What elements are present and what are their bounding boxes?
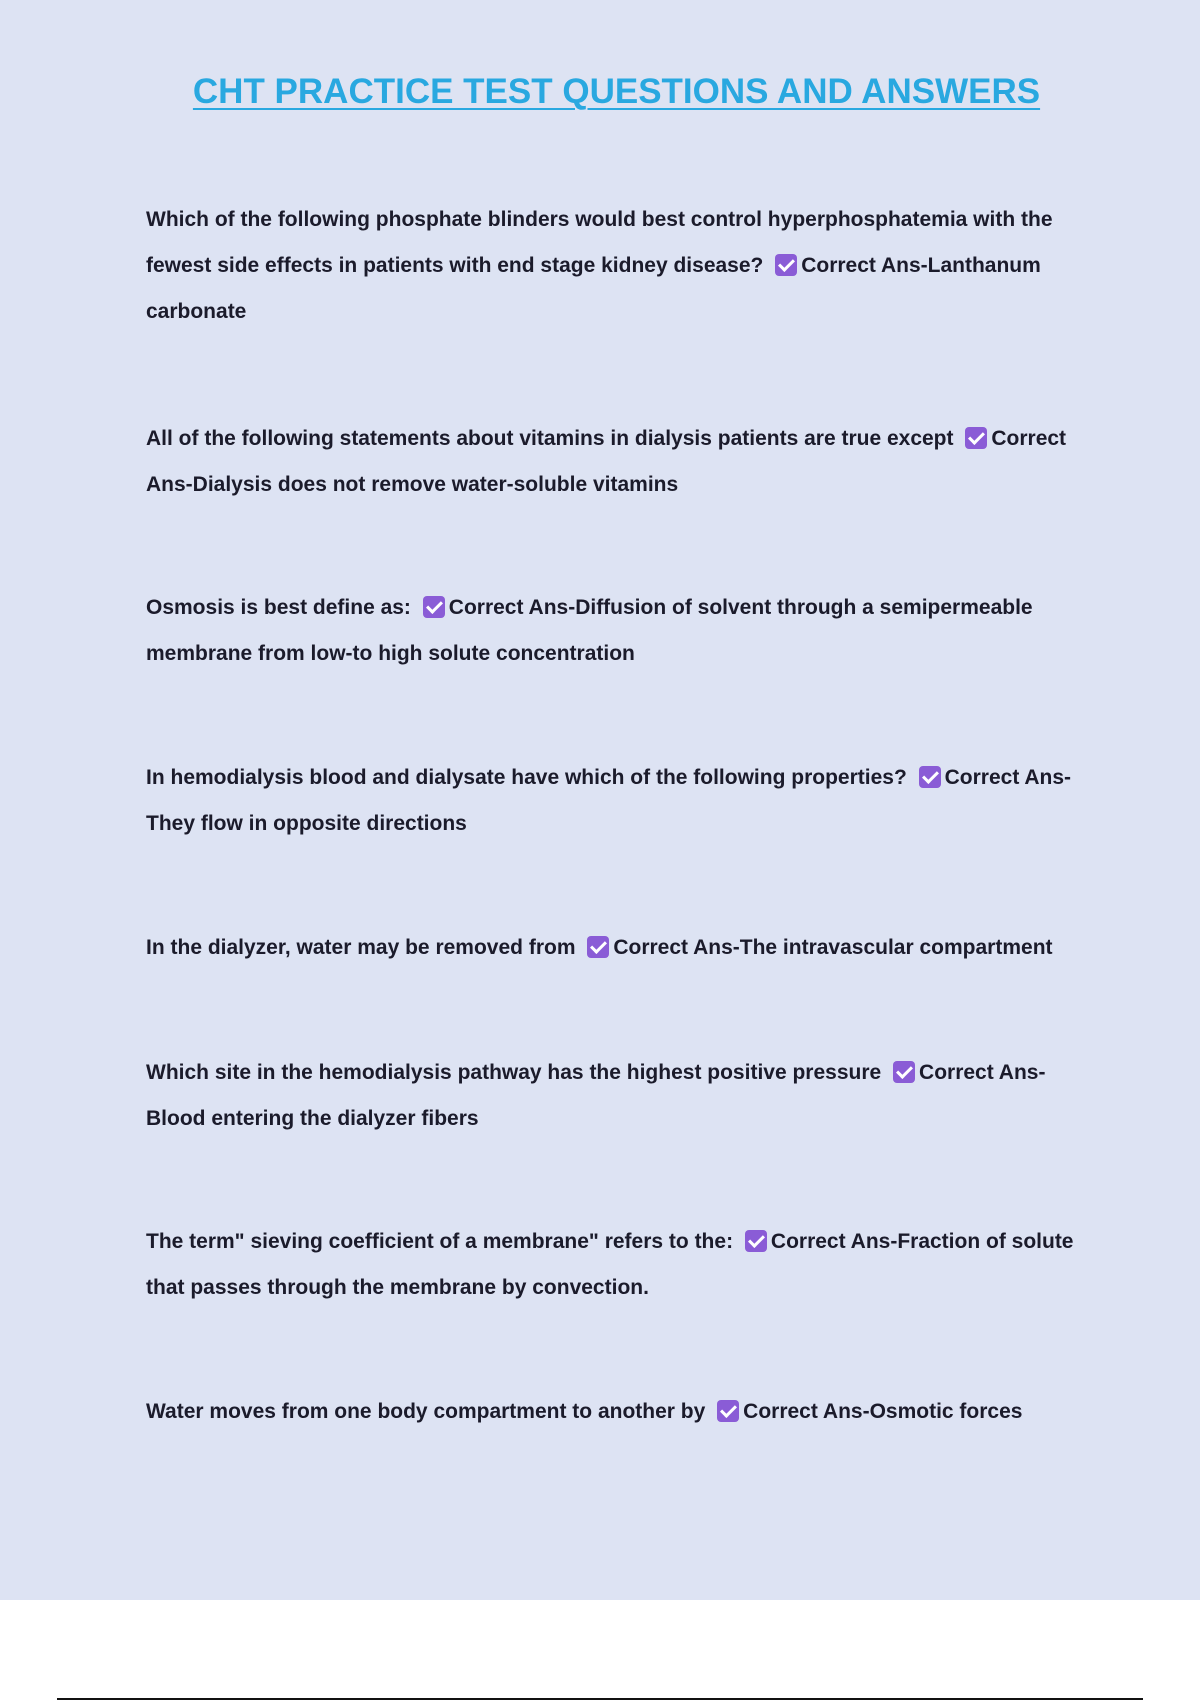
checkbox-icon [745, 1230, 767, 1252]
checkbox-icon [587, 936, 609, 958]
question-text: In hemodialysis blood and dialysate have which of the following properties? [146, 766, 907, 789]
answer-text: Correct Ans-Blood entering the dialyzer fibers [146, 1061, 1046, 1130]
checkbox-icon [919, 766, 941, 788]
question-text: In the dialyzer, water may be removed from [146, 936, 576, 959]
answer-text: Correct Ans-The intravascular compartment [613, 936, 1053, 959]
question-text: The term" sieving coefficient of a membrane" refers to the: [146, 1230, 734, 1253]
question-text: Which site in the hemodialysis pathway has the highest positive pressure [146, 1061, 882, 1084]
qa-item-2 [146, 416, 1086, 508]
qa-item-3 [146, 585, 1086, 677]
checkbox-icon [965, 427, 987, 449]
checkbox-icon [775, 254, 797, 276]
answer-text: Correct Ans-Lanthanum carbonate [146, 254, 1041, 323]
checkbox-icon [893, 1061, 915, 1083]
answer-text: Correct Ans-Dialysis does not remove water-soluble vitamins [146, 427, 1067, 496]
answer-text: Correct Ans-Osmotic forces [743, 1400, 1023, 1423]
question-text: Which of the following phosphate blinders would best control hyperphosphatemia with the fewest side effects in patients with end stage kidney disease? [146, 208, 1053, 277]
qa-item-4 [146, 755, 1086, 847]
answer-text: Correct Ans-They flow in opposite directions [146, 766, 1072, 835]
checkbox-icon [717, 1400, 739, 1422]
question-text: Water moves from one body compartment to another by [146, 1400, 706, 1423]
question-text: Osmosis is best define as: [146, 596, 411, 619]
qa-item-7 [146, 1219, 1086, 1311]
qa-item-6 [146, 1050, 1086, 1142]
answer-text: Correct Ans-Fraction of solute that passes through the membrane by convection. [146, 1230, 1074, 1299]
qa-item-5 [146, 925, 1086, 971]
answer-text: Correct Ans-Diffusion of solvent through a semipermeable membrane from low-to high solute concentration [146, 596, 1033, 665]
question-text: All of the following statements about vitamins in dialysis patients are true except [146, 427, 954, 450]
qa-item-8 [146, 1389, 1086, 1435]
checkbox-icon [423, 596, 445, 618]
qa-item-1 [146, 197, 1086, 335]
document-title: CHT PRACTICE TEST QUESTIONS AND ANSWERS [192, 72, 1041, 111]
